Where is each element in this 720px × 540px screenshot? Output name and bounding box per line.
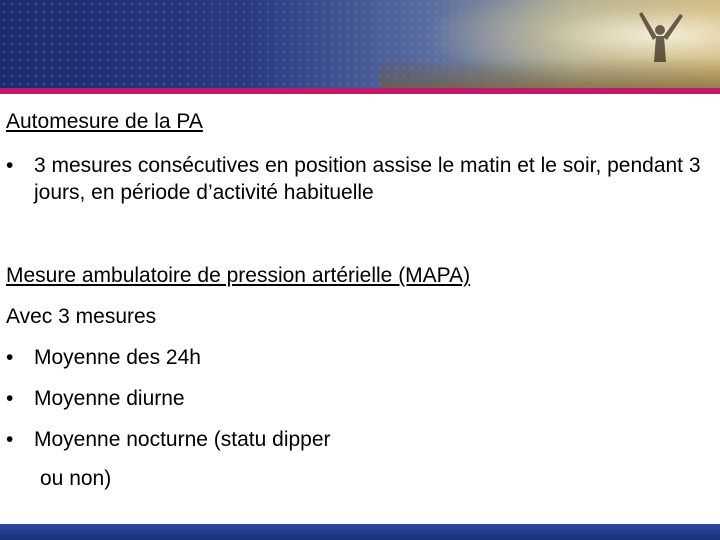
bullet-continuation: ou non) <box>40 467 112 490</box>
bullet-marker: • <box>6 428 14 451</box>
bullet-text: Moyenne nocturne (statu dipper <box>34 428 331 451</box>
bullet-marker: • <box>6 154 14 177</box>
raised-arms-figure-icon <box>620 2 700 82</box>
list-item <box>6 426 706 453</box>
mapa-intro: Avec 3 mesures <box>6 305 157 328</box>
bullet-text: Moyenne des 24h <box>34 346 201 369</box>
accent-divider <box>0 88 720 94</box>
slide-content <box>6 108 706 492</box>
bullet-marker: • <box>6 346 14 369</box>
list-item <box>6 344 706 371</box>
bullet-text: Moyenne diurne <box>34 387 185 410</box>
bullet-text: 3 mesures consécutives en position assise le matin et le soir, pendant 3 jours, en période d’activité habituelle <box>34 154 701 204</box>
footer-bar <box>0 524 720 540</box>
mapa-heading: Mesure ambulatoire de pression artérielle (MAPA) <box>6 264 471 287</box>
list-item <box>6 152 706 206</box>
header-banner <box>0 0 720 88</box>
automesure-heading: Automesure de la PA <box>6 110 203 133</box>
list-item <box>6 385 706 412</box>
bullet-marker: • <box>6 387 14 410</box>
